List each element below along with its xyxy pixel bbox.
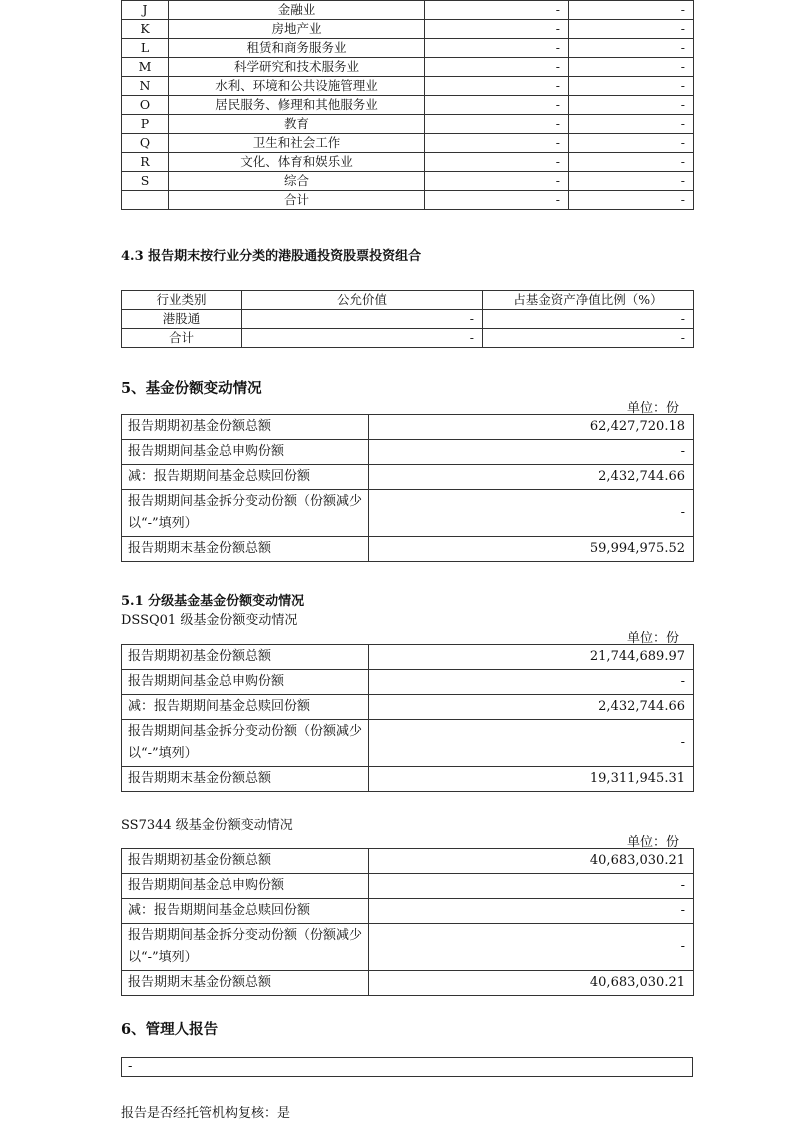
industry-nav-ratio: - [569,77,694,96]
industry-fair-value: - [425,115,569,134]
table-row [122,645,694,670]
industry-code [122,191,169,210]
table-row [122,329,694,348]
share-item-label: 报告期期初基金份额总额 [122,415,369,440]
ss7344-title: SS7344 级基金份额变动情况 [121,818,293,833]
share-item-label: 报告期期间基金总申购份额 [122,670,369,695]
industry-nav-ratio: - [569,58,694,77]
industry-name: 居民服务、修理和其他服务业 [169,96,425,115]
row-nav-ratio: - [483,329,694,348]
share-item-value: 21,744,689.97 [369,645,694,670]
industry-nav-ratio: - [569,172,694,191]
industry-fair-value: - [425,172,569,191]
table-row [122,191,694,210]
industry-code: P [122,115,169,134]
table-row [122,695,694,720]
industry-fair-value: - [425,96,569,115]
table-row [122,58,694,77]
review-statement: 报告是否经托管机构复核：是 [121,1106,291,1121]
share-item-value: - [369,440,694,465]
industry-name: 教育 [169,115,425,134]
share-item-label: 减：报告期期间基金总赎回份额 [122,465,369,490]
industry-nav-ratio: - [569,20,694,39]
industry-nav-ratio: - [569,39,694,58]
table-row [122,767,694,792]
share-item-label: 报告期期初基金份额总额 [122,645,369,670]
industry-fair-value: - [425,134,569,153]
row-category: 合计 [122,329,242,348]
section-5-1-heading: 5.1 分级基金基金份额变动情况 [121,594,305,609]
share-item-value: - [369,899,694,924]
table-row [122,310,694,329]
share-item-label: 报告期期间基金拆分变动份额（份额减少以“-”填列） [122,720,369,767]
industry-nav-ratio: - [569,96,694,115]
section-5-heading: 5、基金份额变动情况 [121,380,262,397]
industry-table [121,0,694,210]
share-item-label: 报告期期末基金份额总额 [122,537,369,562]
share-item-label: 报告期期初基金份额总额 [122,849,369,874]
row-nav-ratio: - [483,310,694,329]
share-item-value: 2,432,744.66 [369,695,694,720]
share-item-label: 报告期期间基金总申购份额 [122,874,369,899]
header-industry-category: 行业类别 [122,291,242,310]
section-6-heading: 6、管理人报告 [121,1021,219,1038]
ss7344-share-table [121,848,694,996]
table-row [122,77,694,96]
table-row [122,670,694,695]
share-item-value: - [369,720,694,767]
industry-code: Q [122,134,169,153]
industry-name: 房地产业 [169,20,425,39]
industry-name: 文化、体育和娱乐业 [169,153,425,172]
share-item-label: 报告期期末基金份额总额 [122,767,369,792]
header-nav-ratio: 占基金资产净值比例（%） [483,291,694,310]
table-row [122,115,694,134]
header-fair-value: 公允价值 [242,291,483,310]
industry-fair-value: - [425,77,569,96]
share-item-value: 62,427,720.18 [369,415,694,440]
table-row [122,96,694,115]
row-category: 港股通 [122,310,242,329]
share-item-label: 报告期期间基金总申购份额 [122,440,369,465]
industry-nav-ratio: - [569,153,694,172]
industry-code: N [122,77,169,96]
industry-code: S [122,172,169,191]
industry-code: L [122,39,169,58]
dssq01-title: DSSQ01 级基金份额变动情况 [121,613,298,628]
industry-fair-value: - [425,58,569,77]
unit-label: 单位：份 [626,835,679,850]
industry-code: O [122,96,169,115]
share-item-label: 报告期期间基金拆分变动份额（份额减少以“-”填列） [122,490,369,537]
table-row [122,415,694,440]
table-row [122,153,694,172]
share-item-label: 减：报告期期间基金总赎回份额 [122,695,369,720]
share-item-value: - [369,924,694,971]
share-item-value: - [369,490,694,537]
industry-code: R [122,153,169,172]
share-item-value: 59,994,975.52 [369,537,694,562]
industry-name: 卫生和社会工作 [169,134,425,153]
industry-name: 租赁和商务服务业 [169,39,425,58]
industry-name: 综合 [169,172,425,191]
table-row [122,172,694,191]
share-item-value: 2,432,744.66 [369,465,694,490]
table-row [122,490,694,537]
table-row [122,20,694,39]
industry-fair-value: - [425,191,569,210]
industry-name: 水利、环境和公共设施管理业 [169,77,425,96]
share-item-value: - [369,874,694,899]
unit-label: 单位：份 [626,631,679,646]
table-row [122,924,694,971]
manager-report-text: - [128,1059,133,1074]
table-row [122,537,694,562]
industry-nav-ratio: - [569,134,694,153]
table-row [122,1,694,20]
table-row [122,899,694,924]
industry-name: 科学研究和技术服务业 [169,58,425,77]
share-item-label: 报告期期间基金拆分变动份额（份额减少以“-”填列） [122,924,369,971]
share-item-value: - [369,670,694,695]
unit-label: 单位：份 [626,401,679,416]
share-item-value: 19,311,945.31 [369,767,694,792]
table-row [122,874,694,899]
industry-code: K [122,20,169,39]
table-row [122,39,694,58]
industry-fair-value: - [425,20,569,39]
row-fair-value: - [242,329,483,348]
industry-name: 金融业 [169,1,425,20]
industry-code: M [122,58,169,77]
table-row [122,971,694,996]
table-header-row [122,291,694,310]
industry-fair-value: - [425,39,569,58]
share-change-table [121,414,694,562]
industry-nav-ratio: - [569,1,694,20]
table-row [122,134,694,153]
manager-report-box [121,1057,693,1077]
share-item-value: 40,683,030.21 [369,849,694,874]
industry-name: 合计 [169,191,425,210]
section-4-3-heading: 4.3 报告期末按行业分类的港股通投资股票投资组合 [121,249,422,264]
industry-fair-value: - [425,1,569,20]
share-item-value: 40,683,030.21 [369,971,694,996]
row-fair-value: - [242,310,483,329]
share-item-label: 报告期期末基金份额总额 [122,971,369,996]
dssq01-share-table [121,644,694,792]
table-row [122,440,694,465]
industry-code: J [122,1,169,20]
table-row [122,849,694,874]
industry-fair-value: - [425,153,569,172]
share-item-label: 减：报告期期间基金总赎回份额 [122,899,369,924]
table-row [122,720,694,767]
industry-nav-ratio: - [569,115,694,134]
industry-nav-ratio: - [569,191,694,210]
table-row [122,465,694,490]
hk-connect-table [121,290,694,348]
